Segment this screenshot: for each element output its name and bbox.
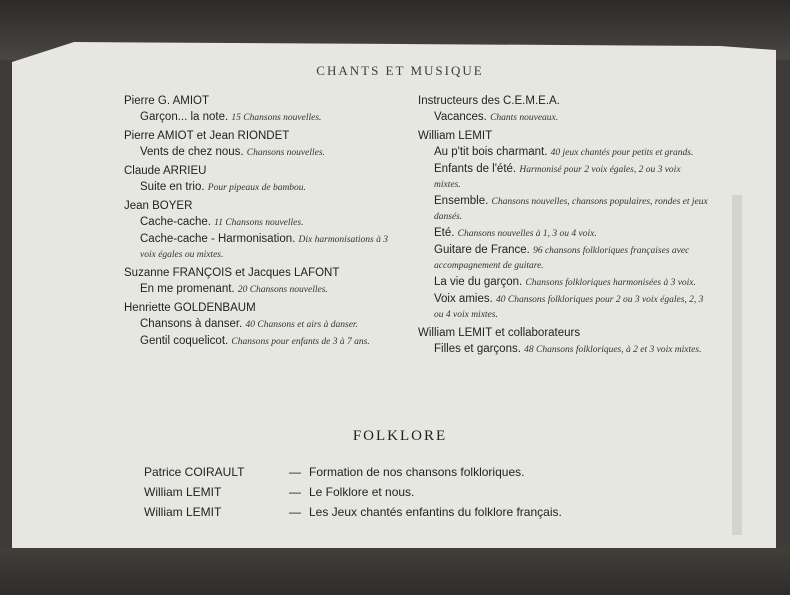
- work-title: Chansons à danser.: [140, 318, 243, 330]
- catalog-entry: [418, 110, 708, 125]
- work-description: Harmonisé pour 2 voix égales, 2 ou 3 voix mixtes.: [434, 165, 681, 190]
- card-edge: [732, 195, 742, 535]
- work-title: Vacances.: [434, 111, 487, 123]
- folklore-author: William LEMIT: [144, 505, 222, 519]
- folklore-list: [144, 462, 562, 522]
- catalog-entry: [418, 342, 708, 357]
- work-description: Chansons nouvelles à 1, 3 ou 4 voix.: [457, 229, 597, 239]
- folklore-author: William LEMIT: [144, 485, 222, 499]
- work-title: Garçon... la note.: [140, 111, 229, 123]
- catalog-entry: [418, 162, 708, 192]
- work-title: Cache-cache - Harmonisation.: [140, 233, 296, 245]
- folklore-title: Formation de nos chansons folkloriques.: [309, 465, 525, 479]
- folklore-separator: —: [289, 505, 301, 519]
- author-name: Jean BOYER: [124, 200, 193, 212]
- catalog-entry: [124, 145, 396, 160]
- catalog-entry: [418, 275, 708, 290]
- work-description: Chansons folkloriques harmonisées à 3 voix.: [525, 278, 696, 288]
- work-title: Gentil coquelicot.: [140, 335, 229, 347]
- folklore-title: Les Jeux chantés enfantins du folklore français.: [309, 505, 562, 519]
- catalog-entry: [418, 194, 708, 224]
- folklore-separator: —: [289, 465, 301, 479]
- author-name: Claude ARRIEU: [124, 165, 207, 177]
- right-column: [418, 90, 708, 357]
- author-name: Henriette GOLDENBAUM: [124, 302, 256, 314]
- author-name: Pierre G. AMIOT: [124, 95, 209, 107]
- catalog-entry: [124, 215, 396, 230]
- work-description: Chansons nouvelles.: [246, 148, 325, 158]
- catalog-entry: [124, 282, 396, 297]
- work-title: Ensemble.: [434, 195, 489, 207]
- work-description: 48 Chansons folkloriques, à 2 et 3 voix mixtes.: [524, 345, 702, 355]
- section-heading-folklore: FOLKLORE: [352, 428, 448, 444]
- catalog-entry: [418, 145, 708, 160]
- work-title: Suite en trio.: [140, 181, 205, 193]
- author-name: Suzanne FRANÇOIS et Jacques LAFONT: [124, 267, 340, 279]
- work-description: Chansons nouvelles, chansons populaires, rondes et jeux dansés.: [434, 197, 708, 222]
- work-title: Eté.: [434, 227, 455, 239]
- work-description: Pour pipeaux de bambou.: [207, 183, 306, 193]
- author-name: William LEMIT: [418, 130, 493, 142]
- catalog-entry: [124, 180, 396, 195]
- catalog-entry: [124, 334, 396, 349]
- work-title: Cache-cache.: [140, 216, 211, 228]
- folklore-item: [144, 462, 562, 482]
- work-description: 40 jeux chantés pour petits et grands.: [550, 148, 694, 158]
- work-title: Enfants de l'été.: [434, 163, 517, 175]
- folklore-title: Le Folklore et nous.: [309, 485, 415, 499]
- folklore-item: [144, 482, 562, 502]
- work-title: Filles et garçons.: [434, 343, 521, 355]
- work-description: 96 chansons folkloriques françaises avec accompagnement de guitare.: [434, 246, 690, 271]
- work-title: Guitare de France.: [434, 244, 530, 256]
- work-title: Au p'tit bois charmant.: [434, 146, 548, 158]
- work-description: 15 Chansons nouvelles.: [231, 113, 322, 123]
- left-column: [124, 90, 396, 349]
- catalog-entry: [418, 243, 708, 273]
- section-heading-chants: CHANTS ET MUSIQUE: [316, 63, 484, 78]
- work-description: 40 Chansons folkloriques pour 2 ou 3 voix égales, 2, 3 ou 4 voix mixtes.: [434, 295, 704, 320]
- catalog-entry: [124, 110, 396, 125]
- work-description: Chants nouveaux.: [490, 113, 559, 123]
- work-title: Vents de chez nous.: [140, 146, 244, 158]
- work-title: Voix amies.: [434, 293, 493, 305]
- author-name: Instructeurs des C.E.M.E.A.: [418, 95, 560, 107]
- catalog-entry: [124, 232, 396, 262]
- catalog-entry: [418, 226, 708, 241]
- work-title: La vie du garçon.: [434, 276, 523, 288]
- work-description: 11 Chansons nouvelles.: [214, 218, 304, 228]
- work-description: 20 Chansons nouvelles.: [237, 285, 328, 295]
- folklore-author: Patrice COIRAULT: [144, 465, 245, 479]
- work-description: 40 Chansons et airs à danser.: [245, 320, 358, 330]
- catalog-entry: [418, 292, 708, 322]
- background-bottom: [0, 548, 790, 595]
- work-title: En me promenant.: [140, 283, 235, 295]
- catalog-entry: [124, 317, 396, 332]
- author-name: William LEMIT et collaborateurs: [418, 327, 581, 339]
- work-description: Dix harmonisations à 3 voix égales ou mixtes.: [140, 235, 388, 260]
- author-name: Pierre AMIOT et Jean RIONDET: [124, 130, 290, 142]
- folklore-separator: —: [289, 485, 301, 499]
- work-description: Chansons pour enfants de 3 à 7 ans.: [231, 337, 370, 347]
- folklore-item: [144, 502, 562, 522]
